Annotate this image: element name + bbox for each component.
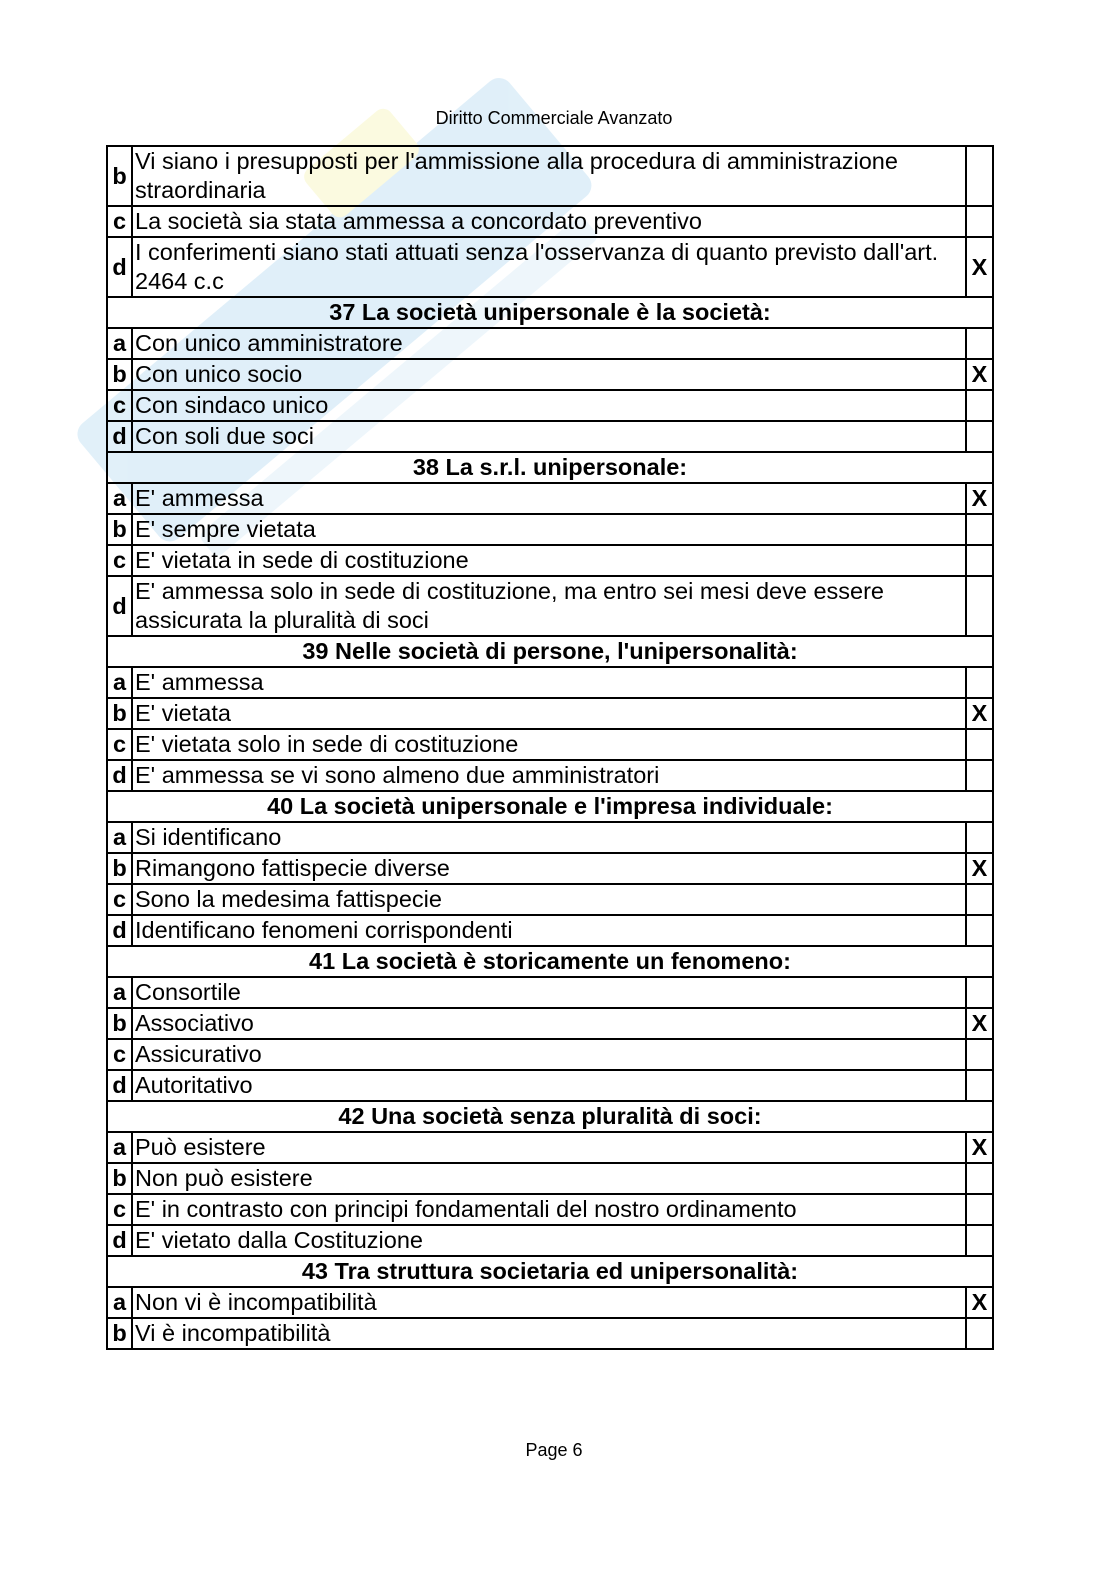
question-row <box>107 1256 993 1287</box>
answer-row <box>107 1070 993 1101</box>
answer-letter: c <box>107 884 132 915</box>
answer-mark: X <box>966 1008 993 1039</box>
answer-mark: X <box>966 1132 993 1163</box>
answer-mark <box>966 729 993 760</box>
answer-letter: a <box>107 483 132 514</box>
answer-text: Non può esistere <box>132 1163 966 1194</box>
answer-mark <box>966 1194 993 1225</box>
answer-row <box>107 729 993 760</box>
answer-text: Con soli due soci <box>132 421 966 452</box>
answer-mark: X <box>966 483 993 514</box>
answer-letter: d <box>107 1070 132 1101</box>
answer-letter: b <box>107 1318 132 1349</box>
answer-letter: c <box>107 545 132 576</box>
answer-mark <box>966 1318 993 1349</box>
answer-row <box>107 1287 993 1318</box>
answer-row <box>107 1132 993 1163</box>
answer-letter: b <box>107 514 132 545</box>
question-text: 40 La società unipersonale e l'impresa individuale: <box>107 791 993 822</box>
answer-mark: X <box>966 359 993 390</box>
answer-mark <box>966 1225 993 1256</box>
answer-row <box>107 1318 993 1349</box>
answer-row <box>107 146 993 206</box>
question-text: 37 La società unipersonale è la società: <box>107 297 993 328</box>
answer-mark <box>966 576 993 636</box>
answer-mark <box>966 206 993 237</box>
answer-row <box>107 576 993 636</box>
answer-row <box>107 667 993 698</box>
answer-letter: a <box>107 822 132 853</box>
answer-text: E' in contrasto con principi fondamentali del nostro ordinamento <box>132 1194 966 1225</box>
question-row <box>107 636 993 667</box>
question-row <box>107 1101 993 1132</box>
answer-text: Consortile <box>132 977 966 1008</box>
answer-row <box>107 853 993 884</box>
answer-mark <box>966 822 993 853</box>
answer-text: E' ammessa se vi sono almeno due amministratori <box>132 760 966 791</box>
answer-mark: X <box>966 853 993 884</box>
answer-mark: X <box>966 698 993 729</box>
answer-row <box>107 698 993 729</box>
quiz-table <box>106 145 994 1350</box>
answer-mark <box>966 545 993 576</box>
answer-letter: a <box>107 977 132 1008</box>
answer-row <box>107 1194 993 1225</box>
answer-text: La società sia stata ammessa a concordato preventivo <box>132 206 966 237</box>
answer-text: E' sempre vietata <box>132 514 966 545</box>
answer-letter: c <box>107 1194 132 1225</box>
answer-text: Rimangono fattispecie diverse <box>132 853 966 884</box>
answer-letter: d <box>107 760 132 791</box>
answer-text: E' vietata <box>132 698 966 729</box>
answer-row <box>107 977 993 1008</box>
answer-letter: d <box>107 421 132 452</box>
question-text: 39 Nelle società di persone, l'unipersonalità: <box>107 636 993 667</box>
answer-mark <box>966 915 993 946</box>
answer-letter: a <box>107 1132 132 1163</box>
answer-text: Può esistere <box>132 1132 966 1163</box>
answer-row <box>107 514 993 545</box>
answer-mark: X <box>966 1287 993 1318</box>
question-text: 43 Tra struttura societaria ed unipersonalità: <box>107 1256 993 1287</box>
answer-letter: c <box>107 206 132 237</box>
answer-mark <box>966 760 993 791</box>
answer-text: Vi siano i presupposti per l'ammissione alla procedura di amministrazione straordinaria <box>132 146 966 206</box>
answer-text: Vi è incompatibilità <box>132 1318 966 1349</box>
answer-row <box>107 760 993 791</box>
question-text: 41 La società è storicamente un fenomeno: <box>107 946 993 977</box>
answer-mark <box>966 1070 993 1101</box>
answer-mark: X <box>966 237 993 297</box>
answer-letter: b <box>107 698 132 729</box>
answer-row <box>107 884 993 915</box>
answer-text: I conferimenti siano stati attuati senza l'osservanza di quanto previsto dall'art. 2464 c.c <box>132 237 966 297</box>
answer-letter: c <box>107 390 132 421</box>
answer-row <box>107 545 993 576</box>
answer-text: Sono la medesima fattispecie <box>132 884 966 915</box>
answer-text: E' ammessa <box>132 667 966 698</box>
answer-letter: c <box>107 1039 132 1070</box>
answer-text: Si identificano <box>132 822 966 853</box>
answer-letter: d <box>107 576 132 636</box>
answer-text: Con sindaco unico <box>132 390 966 421</box>
page-number: Page 6 <box>525 1440 583 1460</box>
answer-letter: b <box>107 1163 132 1194</box>
answer-letter: a <box>107 328 132 359</box>
answer-mark <box>966 1163 993 1194</box>
answer-text: Con unico socio <box>132 359 966 390</box>
answer-text: E' vietata in sede di costituzione <box>132 545 966 576</box>
answer-row <box>107 1225 993 1256</box>
quiz-body <box>107 146 993 1349</box>
answer-letter: d <box>107 915 132 946</box>
answer-text: Con unico amministratore <box>132 328 966 359</box>
answer-row <box>107 1163 993 1194</box>
answer-row <box>107 237 993 297</box>
answer-mark <box>966 390 993 421</box>
question-row <box>107 791 993 822</box>
answer-mark <box>966 146 993 206</box>
answer-mark <box>966 884 993 915</box>
answer-row <box>107 1039 993 1070</box>
answer-letter: b <box>107 359 132 390</box>
answer-row <box>107 421 993 452</box>
answer-mark <box>966 328 993 359</box>
answer-mark <box>966 514 993 545</box>
answer-letter: c <box>107 729 132 760</box>
answer-text: Non vi è incompatibilità <box>132 1287 966 1318</box>
answer-mark <box>966 977 993 1008</box>
answer-letter: b <box>107 853 132 884</box>
answer-row <box>107 483 993 514</box>
answer-row <box>107 206 993 237</box>
answer-letter: d <box>107 237 132 297</box>
answer-row <box>107 328 993 359</box>
answer-letter: b <box>107 146 132 206</box>
answer-mark <box>966 667 993 698</box>
answer-mark <box>966 421 993 452</box>
answer-text: E' ammessa solo in sede di costituzione, ma entro sei mesi deve essere assicurata la pluralità di soci <box>132 576 966 636</box>
question-row <box>107 946 993 977</box>
answer-mark <box>966 1039 993 1070</box>
answer-row <box>107 915 993 946</box>
answer-letter: d <box>107 1225 132 1256</box>
answer-letter: a <box>107 667 132 698</box>
answer-letter: b <box>107 1008 132 1039</box>
answer-text: Identificano fenomeni corrispondenti <box>132 915 966 946</box>
answer-text: Autoritativo <box>132 1070 966 1101</box>
answer-row <box>107 1008 993 1039</box>
answer-row <box>107 390 993 421</box>
answer-letter: a <box>107 1287 132 1318</box>
document-header: Diritto Commerciale Avanzato <box>435 108 673 128</box>
answer-row <box>107 822 993 853</box>
answer-text: E' ammessa <box>132 483 966 514</box>
question-text: 42 Una società senza pluralità di soci: <box>107 1101 993 1132</box>
question-row <box>107 297 993 328</box>
answer-text: Associativo <box>132 1008 966 1039</box>
answer-text: E' vietata solo in sede di costituzione <box>132 729 966 760</box>
answer-text: E' vietato dalla Costituzione <box>132 1225 966 1256</box>
answer-text: Assicurativo <box>132 1039 966 1070</box>
question-row <box>107 452 993 483</box>
answer-row <box>107 359 993 390</box>
question-text: 38 La s.r.l. unipersonale: <box>107 452 993 483</box>
